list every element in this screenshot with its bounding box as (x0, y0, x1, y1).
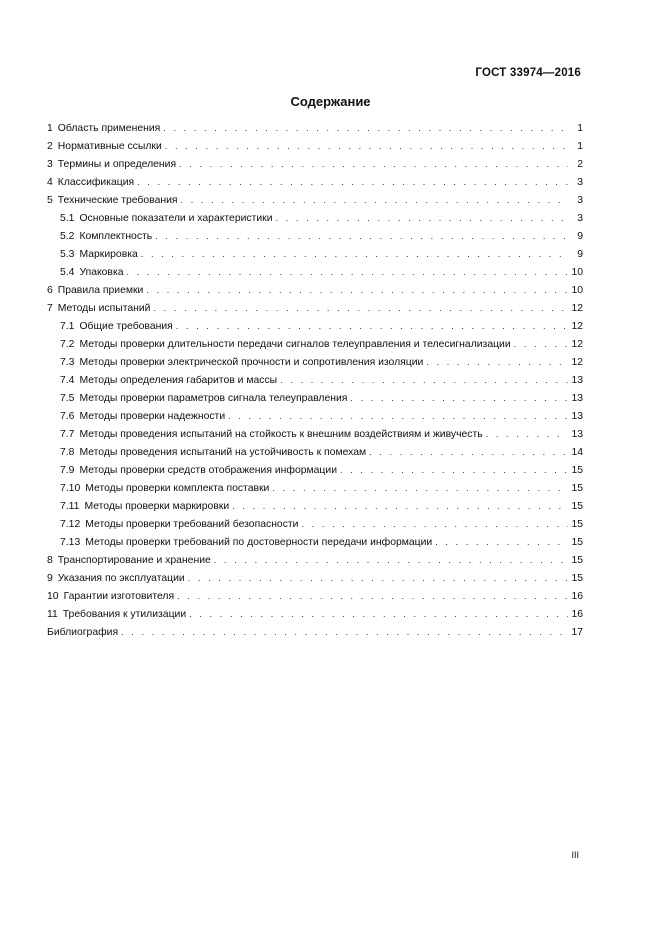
toc-entry-number: 7.7 (60, 429, 75, 440)
toc-entry-number: 5.3 (60, 249, 75, 260)
toc-dot-leader (426, 353, 568, 371)
toc-entry-page: 15 (571, 537, 583, 548)
toc-entry-page: 12 (571, 321, 583, 332)
toc-dot-leader (214, 551, 568, 569)
toc-entry-label: Указания по эксплуатации (57, 573, 185, 584)
toc-dot-leader (121, 623, 568, 641)
toc-entry[interactable] (47, 335, 583, 353)
toc-entry-label: Методы проверки требований безопасности (85, 519, 299, 530)
toc-entry-label: Библиография (47, 627, 119, 638)
toc-entry-number: 7.5 (60, 393, 75, 404)
toc-entry-number: 10 (47, 591, 59, 602)
toc-dot-leader (163, 119, 568, 137)
toc-entry-label: Методы испытаний (57, 303, 151, 314)
toc-entry-label: Методы проведения испытаний на стойкость к внешним воздействиям и живучесть (79, 429, 483, 440)
toc-entry-page: 15 (571, 501, 583, 512)
toc-dot-leader (340, 461, 568, 479)
toc-entry-page: 13 (571, 375, 583, 386)
toc-entry-page: 12 (571, 357, 583, 368)
toc-dot-leader (176, 317, 568, 335)
toc-entry-number: 7.8 (60, 447, 75, 458)
toc-entry-label: Классификация (57, 177, 135, 188)
page-number: III (571, 850, 579, 860)
toc-entry-number: 7.10 (60, 483, 81, 494)
toc-entry-page: 16 (571, 609, 583, 620)
toc-dot-leader (165, 137, 568, 155)
toc-entry-page: 17 (571, 627, 583, 638)
toc-entry-page: 10 (571, 267, 583, 278)
toc-entry-number: 7.3 (60, 357, 75, 368)
toc-dot-leader (181, 191, 568, 209)
toc-entry[interactable] (47, 353, 583, 371)
toc-dot-leader (232, 497, 568, 515)
toc-entry-label: Упаковка (79, 267, 124, 278)
toc-entry[interactable] (47, 623, 583, 641)
toc-entry[interactable] (47, 119, 583, 137)
toc-entry-page: 2 (577, 159, 583, 170)
toc-entry[interactable] (47, 371, 583, 389)
toc-entry[interactable] (47, 407, 583, 425)
toc-entry[interactable] (47, 605, 583, 623)
toc-dot-leader (153, 299, 568, 317)
toc-entry[interactable] (47, 281, 583, 299)
toc-entry-number: 7.13 (60, 537, 81, 548)
toc-entry-label: Общие требования (79, 321, 173, 332)
toc-entry[interactable] (47, 479, 583, 497)
toc-entry-page: 1 (577, 123, 583, 134)
toc-dot-leader (276, 209, 568, 227)
toc-entry[interactable] (47, 443, 583, 461)
toc-entry-label: Комплектность (79, 231, 153, 242)
toc-dot-leader (435, 533, 568, 551)
toc-dot-leader (228, 407, 568, 425)
toc-entry-label: Методы проверки маркировки (84, 501, 230, 512)
toc-entry[interactable] (47, 317, 583, 335)
toc-entry-number: 5.4 (60, 267, 75, 278)
toc-entry-label: Методы проверки комплекта поставки (85, 483, 270, 494)
toc-entry[interactable] (47, 569, 583, 587)
toc-entry-number: 5.1 (60, 213, 75, 224)
toc-entry-label: Нормативные ссылки (57, 141, 162, 152)
toc-dot-leader (127, 263, 568, 281)
toc-entry-number: 5 (47, 195, 53, 206)
toc-entry-page: 15 (571, 573, 583, 584)
table-of-contents (47, 119, 583, 641)
toc-entry-label: Методы проверки электрической прочности и сопротивления изоляции (79, 357, 424, 368)
toc-entry-label: Методы проверки параметров сигнала телеуправления (79, 393, 348, 404)
toc-entry-page: 3 (577, 177, 583, 188)
toc-entry-label: Методы проверки длительности передачи сигналов телеуправления и телесигнализации (79, 339, 511, 350)
toc-entry[interactable] (47, 209, 583, 227)
toc-entry-page: 13 (571, 393, 583, 404)
toc-entry-page: 13 (571, 429, 583, 440)
toc-entry-number: 7.1 (60, 321, 75, 332)
toc-entry-label: Транспортирование и хранение (57, 555, 211, 566)
toc-entry-number: 7.9 (60, 465, 75, 476)
toc-entry[interactable] (47, 587, 583, 605)
toc-entry-number: 5.2 (60, 231, 75, 242)
toc-entry-page: 3 (577, 195, 583, 206)
toc-entry-page: 15 (571, 519, 583, 530)
toc-entry-label: Гарантии изготовителя (63, 591, 175, 602)
toc-entry-label: Термины и определения (57, 159, 177, 170)
toc-entry-number: 7.6 (60, 411, 75, 422)
toc-dot-leader (179, 155, 568, 173)
toc-entry-page: 12 (571, 303, 583, 314)
toc-entry[interactable] (47, 425, 583, 443)
toc-entry-label: Область применения (57, 123, 161, 134)
toc-entry[interactable] (47, 137, 583, 155)
toc-dot-leader (137, 173, 568, 191)
document-code: ГОСТ 33974—2016 (475, 67, 581, 79)
toc-entry-page: 16 (571, 591, 583, 602)
toc-dot-leader (177, 587, 568, 605)
toc-entry-page: 3 (577, 213, 583, 224)
toc-dot-leader (146, 281, 568, 299)
toc-dot-leader (369, 443, 568, 461)
toc-entry-page: 14 (571, 447, 583, 458)
toc-entry-page: 10 (571, 285, 583, 296)
toc-entry-number: 2 (47, 141, 53, 152)
toc-dot-leader (301, 515, 568, 533)
toc-title: Содержание (290, 94, 371, 109)
toc-dot-leader (350, 389, 568, 407)
toc-dot-leader (188, 569, 568, 587)
toc-dot-leader (189, 605, 568, 623)
toc-entry-number: 8 (47, 555, 53, 566)
toc-entry-label: Методы определения габаритов и массы (79, 375, 278, 386)
toc-entry[interactable] (47, 173, 583, 191)
toc-dot-leader (272, 479, 568, 497)
toc-entry[interactable] (47, 515, 583, 533)
toc-entry-label: Требования к утилизации (62, 609, 187, 620)
toc-entry-page: 13 (571, 411, 583, 422)
toc-entry[interactable] (47, 155, 583, 173)
toc-entry-number: 9 (47, 573, 53, 584)
toc-entry[interactable] (47, 263, 583, 281)
toc-entry-number: 1 (47, 123, 53, 134)
toc-entry-number: 7.4 (60, 375, 75, 386)
toc-entry-page: 15 (571, 555, 583, 566)
toc-entry[interactable] (47, 299, 583, 317)
toc-entry-label: Методы проверки надежности (79, 411, 226, 422)
toc-entry[interactable] (47, 389, 583, 407)
toc-dot-leader (514, 335, 568, 353)
toc-entry-label: Маркировка (79, 249, 138, 260)
toc-entry-number: 4 (47, 177, 53, 188)
toc-entry[interactable] (47, 533, 583, 551)
toc-entry-label: Правила приемки (57, 285, 144, 296)
toc-entry-number: 7 (47, 303, 53, 314)
toc-entry[interactable] (47, 551, 583, 569)
toc-entry-number: 7.12 (60, 519, 81, 530)
toc-entry-label: Методы проверки требований по достоверности передачи информации (85, 537, 433, 548)
toc-entry-number: 6 (47, 285, 53, 296)
toc-dot-leader (141, 245, 568, 263)
toc-entry-label: Методы проведения испытаний на устойчивость к помехам (79, 447, 367, 458)
toc-entry-number: 3 (47, 159, 53, 170)
toc-entry[interactable] (47, 227, 583, 245)
toc-entry[interactable] (47, 191, 583, 209)
toc-entry-page: 15 (571, 483, 583, 494)
toc-entry[interactable] (47, 461, 583, 479)
toc-entry-label: Технические требования (57, 195, 178, 206)
toc-entry[interactable] (47, 245, 583, 263)
toc-dot-leader (486, 425, 568, 443)
toc-entry[interactable] (47, 497, 583, 515)
toc-entry-page: 1 (577, 141, 583, 152)
toc-entry-page: 12 (571, 339, 583, 350)
toc-entry-page: 9 (577, 249, 583, 260)
toc-dot-leader (280, 371, 568, 389)
toc-entry-number: 11 (47, 609, 58, 620)
toc-dot-leader (155, 227, 568, 245)
toc-entry-page: 9 (577, 231, 583, 242)
toc-entry-number: 7.11 (60, 501, 80, 512)
toc-entry-label: Основные показатели и характеристики (79, 213, 273, 224)
toc-entry-page: 15 (571, 465, 583, 476)
toc-entry-number: 7.2 (60, 339, 75, 350)
toc-entry-label: Методы проверки средств отображения информации (79, 465, 337, 476)
